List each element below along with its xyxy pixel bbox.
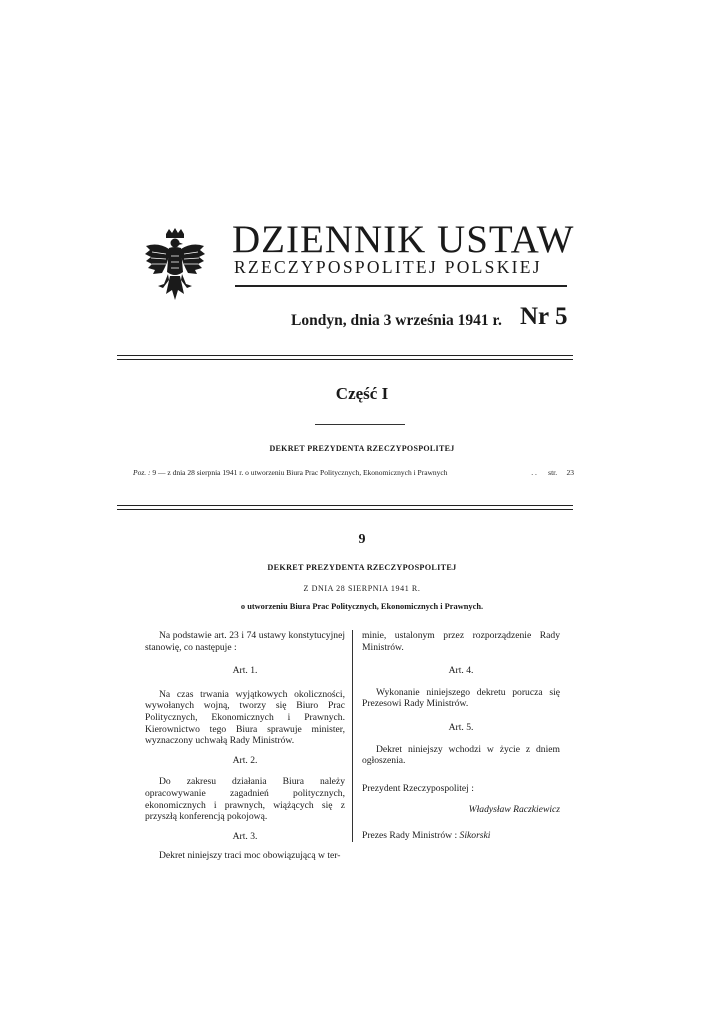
article-4-text: Wykonanie niniejszego dekretu porucza się Prezesowi Rady Ministrów. xyxy=(362,686,560,710)
contents-poz-label: Poz. : xyxy=(133,468,151,477)
text-column-left xyxy=(145,630,345,862)
article-3-label: Art. 3. xyxy=(232,830,258,842)
president-label: Prezydent Rzeczypospolitej : xyxy=(362,782,474,794)
article-5-text: Dekret niniejszy wchodzi w życie z dniem ogłoszenia. xyxy=(362,743,560,767)
article-3-text-start: Dekret niniejszy traci moc obowiązującą w ter- xyxy=(159,850,341,862)
text-column-right xyxy=(362,630,560,842)
contents-entry-text: 9 — z dnia 28 sierpnia 1941 r. o utworzeniu Biura Prac Politycznych, Ekonomicznych i Prawnych xyxy=(152,468,448,477)
header-double-rule xyxy=(117,355,573,360)
part-title: Część I xyxy=(335,384,389,403)
issue-number: Nr 5 xyxy=(520,303,568,330)
article-2-text: Do zakresu działania Biura należy opracowywanie zagadnień politycznych, ekonomicznych i prawnych, wiążących się z przyszłą konferencją pokojową. xyxy=(145,776,345,823)
president-signature: Władysław Raczkiewicz xyxy=(468,804,560,816)
prime-minister-signature: Sikorski xyxy=(459,829,491,841)
journal-subtitle: RZECZYPOSPOLITEJ POLSKIEJ xyxy=(234,257,542,277)
article-1-label: Art. 1. xyxy=(232,665,258,677)
decree-date: Z DNIA 28 SIERPNIA 1941 R. xyxy=(303,584,421,593)
contents-double-rule xyxy=(117,505,573,510)
contents-entry xyxy=(133,468,578,477)
contents-page-label: str. xyxy=(548,468,558,477)
decree-subject: o utworzeniu Biura Prac Politycznych, Ekonomicznych i Prawnych. xyxy=(240,602,484,611)
column-divider xyxy=(352,630,353,842)
prime-minister-line xyxy=(362,830,560,842)
contents-heading: DEKRET PREZYDENTA RZECZYPOSPOLITEJ xyxy=(269,444,455,453)
issue-date: Londyn, dnia 3 września 1941 r. xyxy=(291,312,502,329)
title-divider xyxy=(235,285,567,287)
journal-title: DZIENNIK USTAW xyxy=(232,218,575,261)
prime-minister-label: Prezes Rady Ministrów : xyxy=(362,829,458,841)
article-1-text: Na czas trwania wyjątkowych okoliczności, wywołanych wojną, tworzy się Biuro Prac Politycznych, Ekonomicznych i Prawnych. Kierownictwo tego Biura sprawuje minister, wyznaczony uchwałą Rady Ministrów. xyxy=(145,688,345,747)
contents-page-number: 23 xyxy=(566,468,574,477)
article-5-label: Art. 5. xyxy=(448,721,474,733)
article-2-label: Art. 2. xyxy=(232,754,258,766)
part-divider xyxy=(315,424,405,425)
decree-preamble: Na podstawie art. 23 i 74 ustawy konstytucyjnej stanowię, co następuje : xyxy=(145,630,345,653)
decree-title: DEKRET PREZYDENTA RZECZYPOSPOLITEJ xyxy=(267,563,457,572)
crowned-eagle-emblem-icon xyxy=(142,228,208,308)
contents-dots: . . xyxy=(531,468,537,477)
article-3-text-end: minie, ustalonym przez rozporządzenie Rady Ministrów. xyxy=(362,630,560,653)
article-4-label: Art. 4. xyxy=(448,665,474,677)
decree-number: 9 xyxy=(358,532,366,547)
contents-page-ref xyxy=(531,468,574,477)
